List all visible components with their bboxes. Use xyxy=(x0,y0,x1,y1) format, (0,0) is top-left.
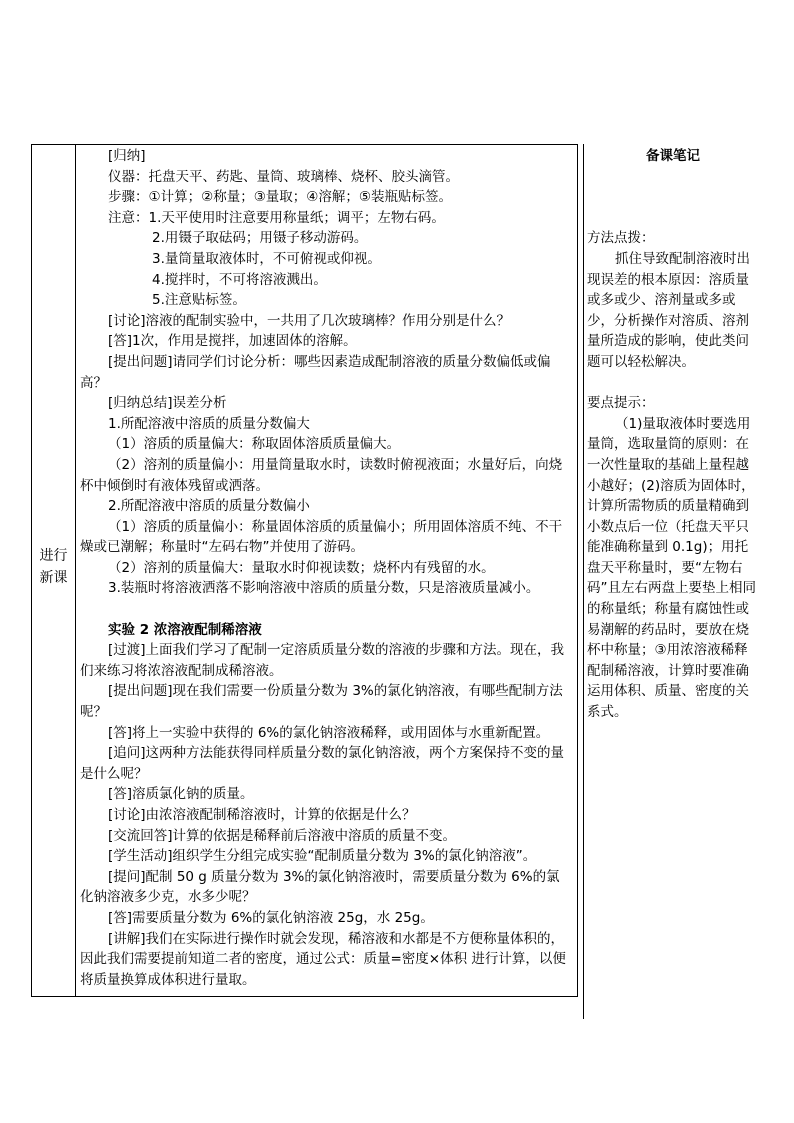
discussion-question: [讨论]溶液的配制实验中，一共用了几次玻璃棒？作用分别是什么？ xyxy=(108,312,511,329)
notes-line-4: 4.搅拌时，不可将溶液溅出。 xyxy=(152,271,327,288)
tips-title: 要点提示： xyxy=(587,395,655,412)
experiment-2-title: 实验 2 浓溶液配制稀溶液 xyxy=(108,621,262,638)
notes-line-1: 注意：1.天平使用时注意要用称量纸；调平；左物右码。 xyxy=(108,209,445,226)
question-methods: [提出问题]现在我们需要一份质量分数为 3%的氯化钠溶液，有哪些配制方法呢？ xyxy=(80,683,563,721)
error-bottling: 3.装瓶时将溶液洒落不影响溶液中溶质的质量分数，只是溶液质量减小。 xyxy=(108,580,540,597)
section-label-line-2: 新课 xyxy=(39,570,68,586)
error-high-heading: 1.所配溶液中溶质的质量分数偏大 xyxy=(108,415,310,432)
instruments-line: 仪器：托盘天平、药匙、量筒、玻璃棒、烧杯、胶头滴管。 xyxy=(108,168,459,185)
method-title: 方法点拨： xyxy=(587,230,655,247)
summary-heading: [归纳] xyxy=(108,148,146,164)
method-body: 抓住导致配制溶液时出现误差的根本原因：溶质量或多或少、溶剂量或多或少，分析操作对溶质、溶剂量所造成的影响，使此类问题可以轻松解决。 xyxy=(587,250,750,370)
error-low-2: （2）溶剂的质量偏大：量取水时仰视读数；烧杯内有残留的水。 xyxy=(108,559,495,576)
experiment-2-heading xyxy=(80,620,572,641)
notes-column xyxy=(587,146,759,723)
calc-answer: [答]需要质量分数为 6%的氯化钠溶液 25g，水 25g。 xyxy=(108,909,434,926)
discussion-answer: [答]1次，作用是搅拌，加速固体的溶解。 xyxy=(108,333,357,350)
discussion-basis: [讨论]由浓溶液配制稀溶液时，计算的依据是什么？ xyxy=(108,807,416,823)
tips-body: （1)量取液体时要选用量筒，选取量筒的原则：在一次性量取的基础上量程越小越好；(2)溶质为固体时，计算所需物质的质量精确到小数点后一位（托盘天平只能准确称量到 0.1g)；用托盘天平称量时，要“左物右码”且左右两盘上要垫上相同的称量纸；称量有腐蚀性或易潮解的药品时，要放在烧杯中称量；③用浓溶液稀释配制稀溶液，计算时要准确运用体积、质量、密度的关系式。 xyxy=(587,415,756,721)
notes-title: 备课笔记 xyxy=(646,148,700,164)
notes-line-2: 2.用镊子取砝码；用镊子移动游码。 xyxy=(152,230,368,247)
calc-question: [提问]配制 50 g 质量分数为 3%的氯化钠溶液时，需要质量分数为 6%的氯化钠溶液多少克，水多少呢？ xyxy=(80,868,560,906)
error-analysis-heading: [归纳总结]误差分析 xyxy=(108,395,227,412)
exchange-answer: [交流回答]计算的依据是稀释前后溶液中溶质的质量不变。 xyxy=(108,827,457,844)
student-activity: [学生活动]组织学生分组完成实验“配制质量分数为 3%的氯化钠溶液”。 xyxy=(108,848,537,865)
error-high-2: （2）溶剂的质量偏小：用量筒量取水时，读数时俯视液面；水量好后，向烧杯中倾倒时有液体残留或洒落。 xyxy=(80,456,563,494)
followup-answer: [答]溶质氯化钠的质量。 xyxy=(108,786,254,803)
section-label xyxy=(32,545,75,589)
column-divider xyxy=(75,145,76,996)
error-question: [提出问题]请同学们讨论分析：哪些因素造成配制溶液的质量分数偏低或偏高？ xyxy=(80,353,551,391)
notes-column-rule xyxy=(583,144,584,1019)
notes-line-3: 3.量筒量取液体时，不可俯视或仰视。 xyxy=(152,250,381,267)
error-low-1: （1）溶质的质量偏小：称量固体溶质的质量偏小；所用固体溶质不纯、不干燥或已潮解；称量时“左码右物”并使用了游码。 xyxy=(80,518,563,556)
steps-line: 步骤：①计算；②称量；③量取；④溶解；⑤装瓶贴标签。 xyxy=(108,189,453,206)
transition-text: [过渡]上面我们学习了配制一定溶质质量分数的溶液的步骤和方法。现在，我们来练习将浓溶液配制成稀溶液。 xyxy=(80,642,565,679)
answer-methods: [答]将上一实验中获得的 6%的氯化钠溶液稀释，或用固体与水重新配置。 xyxy=(108,724,550,741)
followup-question: [追问]这两种方法能获得同样质量分数的氯化钠溶液，两个方案保持不变的量是什么呢？ xyxy=(80,745,565,782)
section-label-line-1: 进行 xyxy=(39,548,68,564)
explanation-text: [讲解]我们在实际进行操作时就会发现，稀溶液和水都是不方便称量体积的，因此我们需要提前知道二者的密度，通过公式：质量=密度×体积 进行计算，以便将质量换算成体积进行量取。 xyxy=(80,930,566,988)
notes-line-5: 5.注意贴标签。 xyxy=(152,292,246,309)
error-high-1: （1）溶质的质量偏大：称取固体溶质质量偏大。 xyxy=(108,436,401,453)
error-low-heading: 2.所配溶液中溶质的质量分数偏小 xyxy=(108,498,310,515)
lesson-content xyxy=(80,146,572,990)
